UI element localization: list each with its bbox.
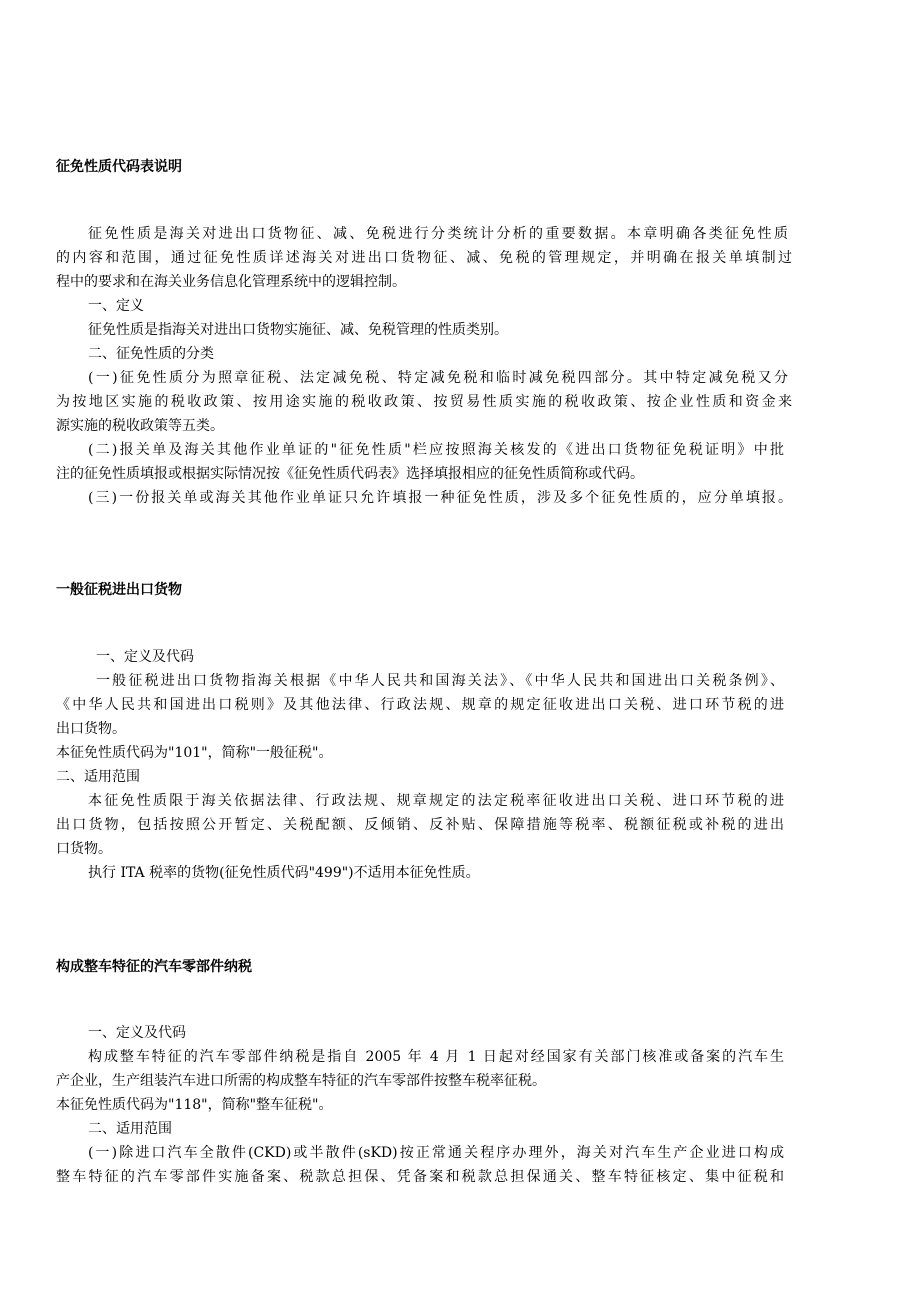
paragraph-line: 本征免性质限于海关依据法律、行政法规、规章规定的法定税率征收进出口关税、进口环节税的进	[88, 793, 784, 809]
paragraph-line: (三)一份报关单或海关其他作业单证只允许填报一种征免性质，涉及多个征免性质的，应分单填报。	[88, 490, 792, 506]
paragraph-line: 整车特征的汽车零部件实施备案、税款总担保、凭备案和税款总担保通关、整车特征核定、集中征税和	[56, 1169, 784, 1185]
section-heading-auto-parts-taxation: 构成整车特征的汽车零部件纳税	[56, 959, 252, 975]
paragraph-line: 程中的要求和在海关业务信息化管理系统中的逻辑控制。	[56, 274, 406, 290]
paragraph-line: 口货物。	[56, 841, 112, 857]
paragraph-line: 出口货物。	[56, 721, 126, 737]
paragraph-line: (一)征免性质分为照章征税、法定减免税、特定减免税和临时减免税四部分。其中特定减免税又分	[88, 370, 788, 386]
paragraph-line: 征免性质是指海关对进出口货物实施征、减、免税管理的性质类别。	[88, 322, 508, 338]
subheading-scope: 二、适用范围	[88, 1121, 172, 1137]
paragraph-line: 构成整车特征的汽车零部件纳税是指自 2005 年 4 月 1 日起对经国家有关部门核准或备案的汽车生	[88, 1049, 784, 1065]
subheading-scope: 二、适用范围	[56, 769, 140, 785]
paragraph-line: (二)报关单及海关其他作业单证的"征免性质"栏应按照海关核发的《进出口货物征免税证明》中批	[88, 442, 784, 458]
subheading-classification: 二、征免性质的分类	[88, 346, 214, 362]
paragraph-line: 本征免性质代码为"118"，简称"整车征税"。	[56, 1097, 333, 1113]
subheading-definition: 一、定义	[88, 298, 144, 314]
paragraph-line: 一般征税进出口货物指海关根据《中华人民共和国海关法》、《中华人民共和国进出口关税条例》、	[96, 673, 784, 689]
section-heading-general-taxation: 一般征税进出口货物	[56, 582, 182, 598]
paragraph-line: 征免性质是海关对进出口货物征、减、免税进行分类统计分析的重要数据。本章明确各类征免性质	[88, 226, 788, 242]
paragraph-line: 源实施的税收政策等五类。	[56, 418, 224, 434]
subheading-definition-and-code: 一、定义及代码	[88, 1025, 186, 1041]
paragraph-line: (一)除进口汽车全散件(CKD)或半散件(sKD)按正常通关程序办理外，海关对汽车生产企业进口构成	[88, 1145, 784, 1161]
paragraph-line: 为按地区实施的税收政策、按用途实施的税收政策、按贸易性质实施的税收政策、按企业性质和资金来	[56, 394, 792, 410]
paragraph-line: 出口货物，包括按照公开暂定、关税配额、反倾销、反补贴、保障措施等税率、税额征税或补税的进出	[56, 817, 784, 833]
subheading-definition-and-code: 一、定义及代码	[96, 649, 194, 665]
paragraph-line: 本征免性质代码为"101"，简称"一般征税"。	[56, 745, 333, 761]
section-heading-exemption-code-table: 征免性质代码表说明	[56, 159, 182, 175]
paragraph-line: 执行 ITA 税率的货物(征免性质代码"499")不适用本征免性质。	[88, 865, 480, 881]
paragraph-line: 注的征免性质填报或根据实际情况按《征免性质代码表》选择填报相应的征免性质简称或代码。	[56, 466, 644, 482]
paragraph-line: 《中华人民共和国进出口税则》及其他法律、行政法规、规章的规定征收进出口关税、进口环节税的进	[56, 697, 784, 713]
paragraph-line: 的内容和范围，通过征免性质详述海关对进出口货物征、减、免税的管理规定，并明确在报关单填制过	[56, 250, 792, 266]
paragraph-line: 产企业，生产组装汽车进口所需的构成整车特征的汽车零部件按整车税率征税。	[56, 1073, 546, 1089]
